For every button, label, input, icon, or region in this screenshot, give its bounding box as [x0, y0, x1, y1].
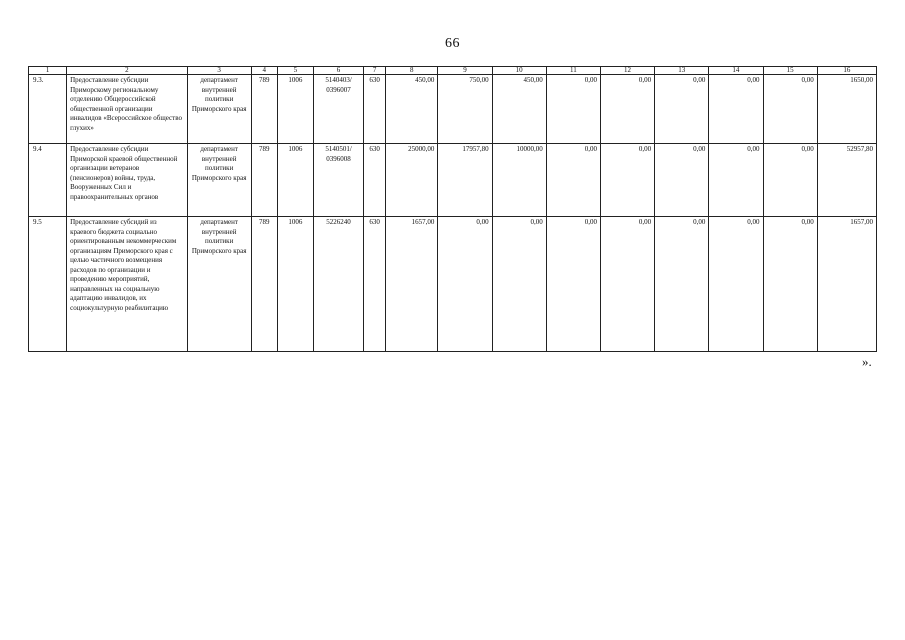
- amount-cell: 750,00: [438, 75, 492, 144]
- executor-cell: департамент внутренней политики Приморского края: [187, 75, 251, 144]
- column-header: 8: [386, 67, 438, 75]
- amount-cell: 0,00: [546, 75, 600, 144]
- amount-cell: 17957,80: [438, 144, 492, 217]
- budget-table: [28, 66, 877, 352]
- row-number-cell: 9.5: [29, 217, 67, 352]
- amount-cell: 0,00: [709, 144, 763, 217]
- closing-quote-mark: ».: [862, 354, 872, 369]
- code-cell: 1006: [277, 217, 313, 352]
- amount-cell: 450,00: [492, 75, 546, 144]
- column-header: 7: [364, 67, 386, 75]
- column-header: 15: [763, 67, 817, 75]
- column-header: 10: [492, 67, 546, 75]
- measure-description-cell: Предоставление субсидии Приморскому региональному отделению Общероссийской общественной организации инвалидов «Всероссийское общество глухих»: [67, 75, 187, 144]
- amount-cell: 0,00: [709, 217, 763, 352]
- amount-cell: 0,00: [600, 144, 654, 217]
- table-header-row: [29, 67, 877, 75]
- amount-cell: 0,00: [763, 75, 817, 144]
- amount-cell: 10000,00: [492, 144, 546, 217]
- executor-cell: департамент внутренней политики Приморского края: [187, 217, 251, 352]
- column-header: 11: [546, 67, 600, 75]
- column-header: 14: [709, 67, 763, 75]
- column-header: 2: [67, 67, 187, 75]
- amount-cell: 0,00: [655, 144, 709, 217]
- amount-cell: 0,00: [763, 144, 817, 217]
- amount-cell: 1657,00: [386, 217, 438, 352]
- column-header: 16: [817, 67, 876, 75]
- amount-cell: 0,00: [546, 144, 600, 217]
- code-cell: 789: [251, 217, 277, 352]
- amount-cell: 0,00: [600, 217, 654, 352]
- code-cell: 1006: [277, 75, 313, 144]
- measure-description-cell: Предоставление субсидий из краевого бюджета социально ориентированным некоммерческим организациям Приморского края с целью частичного возмещения расходов по организации и проведению мероприятий, направленных на социальную адаптацию инвалидов, их социокультурную реабилитацию: [67, 217, 187, 352]
- amount-cell: 0,00: [492, 217, 546, 352]
- amount-cell: 450,00: [386, 75, 438, 144]
- column-header: 6: [313, 67, 363, 75]
- code-cell: 5226240: [313, 217, 363, 352]
- code-cell: 630: [364, 144, 386, 217]
- table-row: [29, 144, 877, 217]
- amount-cell: 0,00: [763, 217, 817, 352]
- executor-cell: департамент внутренней политики Приморского края: [187, 144, 251, 217]
- column-header: 1: [29, 67, 67, 75]
- code-cell: 789: [251, 75, 277, 144]
- column-header: 12: [600, 67, 654, 75]
- amount-cell: 0,00: [546, 217, 600, 352]
- code-cell: 1006: [277, 144, 313, 217]
- amount-cell: 0,00: [438, 217, 492, 352]
- table-row: [29, 75, 877, 144]
- row-number-cell: 9.4: [29, 144, 67, 217]
- code-cell: 630: [364, 217, 386, 352]
- column-header: 5: [277, 67, 313, 75]
- amount-cell: 0,00: [709, 75, 763, 144]
- code-cell: 5140501/ 0396008: [313, 144, 363, 217]
- row-number-cell: 9.3.: [29, 75, 67, 144]
- total-amount-cell: 1650,00: [817, 75, 876, 144]
- column-header: 3: [187, 67, 251, 75]
- amount-cell: 0,00: [600, 75, 654, 144]
- code-cell: 5140403/ 0396007: [313, 75, 363, 144]
- measure-description-cell: Предоставление субсидии Приморской краевой общественной организации ветеранов (пенсионеров) войны, труда, Вооруженных Сил и правоохранительных органов: [67, 144, 187, 217]
- amount-cell: 25000,00: [386, 144, 438, 217]
- total-amount-cell: 52957,80: [817, 144, 876, 217]
- code-cell: 630: [364, 75, 386, 144]
- total-amount-cell: 1657,00: [817, 217, 876, 352]
- amount-cell: 0,00: [655, 75, 709, 144]
- column-header: 4: [251, 67, 277, 75]
- column-header: 13: [655, 67, 709, 75]
- column-header: 9: [438, 67, 492, 75]
- amount-cell: 0,00: [655, 217, 709, 352]
- page-number: 66: [445, 36, 460, 51]
- table-row: [29, 217, 877, 352]
- code-cell: 789: [251, 144, 277, 217]
